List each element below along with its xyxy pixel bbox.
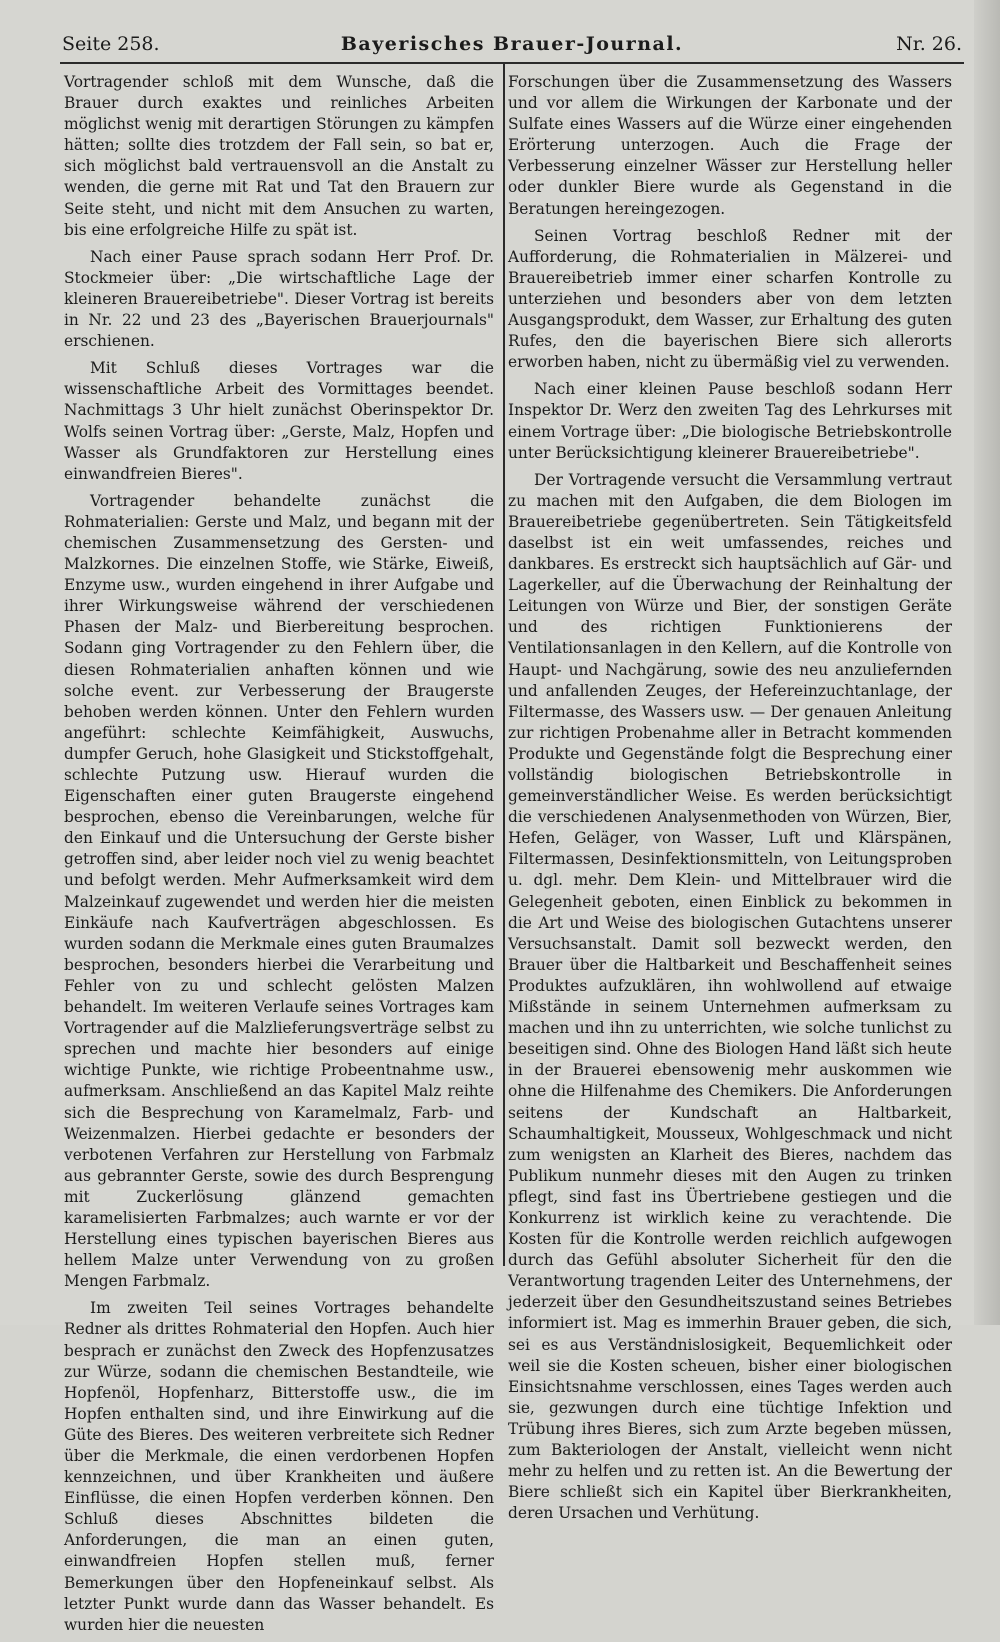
paragraph: Im zweiten Teil seines Vortrages behandelte Redner als drittes Rohmaterial den Hopfen. Auch hier besprach er zunächst den Zweck des Hopfenzusatzes zur Würze, sodann die chemischen Bestandteile, wie Hopfenöl, Hopfenharz, Bitterstoffe usw., die im Hopfen enthalten sind, und ihre Einwirkung auf die Güte des Bieres. Des weiteren verbreitete sich Redner über die Merkmale, die einen verdorbenen Hopfen kennzeichnen, und über Krankheiten und äußere Einflüsse, die einen Hopfen verderben können. Den Schluß dieses Abschnittes bildeten die Anforderungen, die man an einen guten, einwandfreien Hopfen stellen muß, ferner Bemerkungen über den Hopfeneinkauf selbst. Als letzter Punkt wurde dann das Wasser behandelt. Es wurden hier die neuesten bbox=[64, 1299, 494, 1634]
page-number: Seite 258. bbox=[62, 33, 160, 55]
journal-title: Bayerisches Brauer-Journal. bbox=[340, 33, 684, 55]
paragraph: Der Vortragende versucht die Versammlung vertraut zu machen mit den Aufgaben, die dem Biologen im Brauereibetriebe gegenübertreten. Sein Tätigkeitsfeld daselbst ist ein weit umfassendes, reiches und dankbares. Es erstreckt sich hauptsächlich auf Gär- und Lagerkeller, auf die Überwachung der Reinhaltung der Leitungen von Würze und Bier, der sonstigen Geräte und des richtigen Funktionierens der Ventilationsanlagen in den Kellern, auf die Kontrolle von Haupt- und Nachgärung, sowie des neu anzuliefernden und anfallenden Zeuges, der Hefereinzuchtanlage, der Filtermasse, des Wassers usw. — Der genauen Anleitung zur richtigen Probenahme aller in Betracht kommenden Produkte und Gegenstände folgt die Besprechung einer vollständig biologischen Betriebskontrolle in gemeinverständlicher Weise. Es werden berücksichtigt die verschiedenen Analysenmethoden von Würzen, Bier, Hefen, Geläger, von Wasser, Luft und Klärspänen, Filtermassen, Desinfektionsmitteln, von Leitungsproben u. dgl. mehr. Dem Klein- und Mittelbrauer wird die Gelegenheit geboten, einen Einblick zu bekommen in die Art und Weise des biologischen Gutachtens unserer Versuchsanstalt. Damit soll bezweckt werden, den Brauer über die Haltbarkeit und Beschaffenheit seines Produktes aufzuklären, ihn wohlwollend auf etwaige Mißstände in seinem Unternehmen aufmerksam zu machen und ihn zu unterrichten, wie solche tunlichst zu beseitigen sind. Ohne des Biologen Hand läßt sich heute in der Brauerei ebensowenig mehr auskommen wie ohne die Hilfenahme des Chemikers. Die Anforderungen seitens der Kundschaft an Haltbarkeit, Schaumhaltigkeit, Mousseux, Wohlgeschmack und nicht zum wenigsten an Klarheit des Bieres, nachdem das Publikum nunmehr dieses mit den Augen zu trinken pflegt, sind fast ins Übertriebene gestiegen und die Konkurrenz ist wirklich keine zu verachtende. Die Kosten für die Kontrolle werden reichlich aufgewogen durch das Gefühl absoluter Sicherheit für den die Verantwortung tragenden Leiter des Unternehmens, der jederzeit über den Gesundheitszustand seines Betriebes informiert ist. Mag es immerhin Brauer geben, die sich, sei es aus Verständnislosigkeit, Bequemlichkeit oder weil sie die Kosten scheuen, bisher einer biologischen Einsichtsnahme verschlossen, eines Tages werden auch sie, gezwungen durch eine tüchtige Infektion und Trübung ihres Bieres, sich zum Arzte begeben müssen, zum Bakteriologen der Anstalt, vielleicht wenn nicht mehr zu helfen und zu retten ist. An die Bewertung der Biere schließt sich ein Kapitel über Bierkrankheiten, deren Ursachen und Verhütung. bbox=[508, 470, 952, 1523]
left-column bbox=[64, 72, 494, 1642]
paragraph: Forschungen über die Zusammensetzung des Wassers und vor allem die Wirkungen der Karbonate und der Sulfate eines Wassers auf die Würze einer eingehenden Erörterung unterzogen. Auch die Frage der Verbesserung einzelner Wässer zur Herstellung heller oder dunkler Biere wurde als Gegenstand in die Beratungen hereingezogen. bbox=[508, 73, 952, 218]
right-column bbox=[508, 72, 952, 1530]
paragraph: Seinen Vortrag beschloß Redner mit der Aufforderung, die Rohmaterialien in Mälzerei- und Brauereibetrieb immer einer scharfen Kontrolle zu unterziehen und besonders aber von dem letzten Ausgangsprodukt, dem Wasser, zur Erhaltung des guten Rufes, den die bayerischen Biere sich allerorts erworben haben, nicht zu übermäßig viel zu verwenden. bbox=[508, 226, 952, 372]
paragraph: Mit Schluß dieses Vortrages war die wissenschaftliche Arbeit des Vormittages beendet. Nachmittags 3 Uhr hielt zunächst Oberinspektor Dr. Wolfs seinen Vortrag über: „Gerste, Malz, Hopfen und Wasser als Grundfaktoren zur Herstellung eines einwandfreien Bieres". bbox=[64, 359, 494, 483]
column-divider bbox=[503, 64, 505, 1266]
page-edge bbox=[974, 0, 1000, 1325]
issue-number: Nr. 26. bbox=[896, 33, 962, 55]
paragraph: Vortragender behandelte zunächst die Rohmaterialien: Gerste und Malz, und begann mit der chemischen Zusammensetzung des Gersten- und Malzkornes. Die einzelnen Stoffe, wie Stärke, Eiweiß, Enzyme usw., wurden eingehend in ihrer Aufgabe und ihrer Wirkungsweise während der verschiedenen Phasen der Malz- und Bierbereitung besprochen. Sodann ging Vortragender zu den Fehlern über, die diesen Rohmaterialien anhaften können und wie solche event. zur Verbesserung der Braugerste behoben werden können. Unter den Fehlern wurden angeführt: schlechte Keimfähigkeit, Auswuchs, dumpfer Geruch, hohe Glasigkeit und Stickstoffgehalt, schlechte Putzung usw. Hierauf wurden die Eigenschaften einer guten Braugerste eingehend besprochen, ebenso die Vereinbarungen, welche für den Einkauf und die Untersuchung der Gerste bisher getroffen sind, aber leider noch viel zu wenig beachtet und befolgt werden. Mehr Aufmerksamkeit wird dem Malzeinkauf zugewendet und werden hier die meisten Einkäufe nach Kaufverträgen abgeschlossen. Es wurden sodann die Merkmale eines guten Braumalzes besprochen, besonders hierbei die Verarbeitung und Fehler von zu und schlecht gelösten Malzen behandelt. Im weiteren Verlaufe seines Vortrages kam Vortragender auf die Malzlieferungsverträge selbst zu sprechen und machte hier besonders auf einige wichtige Punkte, wie richtige Probeentnahme usw., aufmerksam. Anschließend an das Kapitel Malz reihte sich die Besprechung von Karamelmalz, Farb- und Weizenmalzen. Hierbei gedachte er besonders der verbotenen Verfahren zur Herstellung von Farbmalz aus gebrannter Gerste, sowie des durch Besprengung mit Zuckerlösung glänzend gemachten karamelisierten Farbmalzes; auch warnte er vor der Herstellung eines typischen bayerischen Bieres aus hellem Malze unter Verwendung von zu großen Mengen Farbmalz. bbox=[64, 491, 494, 1291]
paragraph: Nach einer kleinen Pause beschloß sodann Herr Inspektor Dr. Werz den zweiten Tag des Lehrkurses mit einem Vortrage über: „Die biologische Betriebskontrolle unter Berücksichtigung kleinerer Brauereibetriebe". bbox=[508, 380, 952, 462]
paragraph: Vortragender schloß mit dem Wunsche, daß die Brauer durch exaktes und reinliches Arbeiten möglichst wenig mit derartigen Störungen zu kämpfen hätten; sollte dies trotzdem der Fall sein, so bat er, sich möglichst bald vertrauensvoll an die Anstalt zu wenden, die gerne mit Rat und Tat den Brauern zur Seite steht, und nicht mit dem Ansuchen zu warten, bis eine erfolgreiche Hilfe zu spät ist. bbox=[64, 73, 494, 239]
paragraph: Nach einer Pause sprach sodann Herr Prof. Dr. Stockmeier über: „Die wirtschaftliche Lage der kleineren Brauereibetriebe". Dieser Vortrag ist bereits in Nr. 22 und 23 des „Bayerischen Brauerjournals" erschienen. bbox=[64, 247, 494, 351]
header-rule bbox=[60, 62, 964, 64]
page-header bbox=[62, 30, 962, 58]
